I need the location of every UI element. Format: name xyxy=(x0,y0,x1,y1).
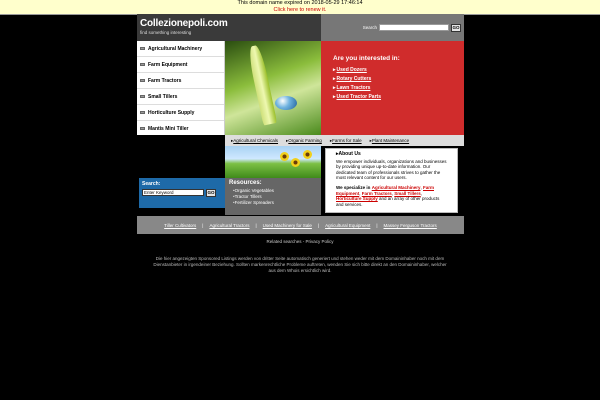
tab-farms-for-sale[interactable]: ▸ Farms for Sale xyxy=(330,138,362,144)
footer-link-agricultural-tractors[interactable]: Agricultural Tractors xyxy=(209,222,250,228)
footer-separator: | xyxy=(202,222,204,228)
sidebar-item-label: Agricultural Machinery xyxy=(148,45,203,52)
about-title: ▸ About Us xyxy=(336,152,447,158)
main-row xyxy=(137,41,464,135)
page-container xyxy=(137,14,464,215)
sidebar-item-small-tillers[interactable] xyxy=(137,89,224,105)
footer-link-massey-ferguson[interactable]: Massey Ferguson Tractors xyxy=(383,222,437,228)
interest-link-lawn-tractors[interactable]: ▸ Lawn Tractors xyxy=(333,85,452,91)
about-panel: ▸ About Us We empower individuals, organizations and businesses by providing unique up-to-date information. Our dedicated team of professionals strives to gather the most relevant content for our users. We specialize in Agricultural Machinery, Farm Equipment, Farm Tractors, Small Tillers, Horticulture Supply and an array of other products and services. xyxy=(325,148,458,213)
sidebar-item-farm-tractors[interactable] xyxy=(137,73,224,89)
footer-link-used-machinery[interactable]: Used Machinery for Sale xyxy=(262,222,312,228)
flower-field-image xyxy=(225,146,321,178)
tab-organic-farming[interactable]: ▸ Organic Farming xyxy=(286,138,322,144)
left-column xyxy=(137,135,225,215)
specialize-link[interactable]: Farm Tractors xyxy=(361,190,392,196)
flower-graphic xyxy=(303,150,312,159)
specialize-link[interactable]: Horticulture Supply xyxy=(336,196,378,202)
resources-title: Resources: xyxy=(229,180,262,186)
sidebar-item-label: Horticulture Supply xyxy=(148,109,195,116)
header-search xyxy=(321,14,464,41)
sidebar-item-label: Farm Tractors xyxy=(148,77,182,84)
interest-link-rotary-cutters[interactable]: ▸ Rotary Cutters xyxy=(333,76,452,82)
bullet-icon xyxy=(140,47,145,50)
renew-link[interactable]: Click here to renew it. xyxy=(273,7,327,13)
category-tabs xyxy=(225,135,464,146)
sidebar-item-agricultural-machinery[interactable] xyxy=(137,41,224,57)
footer-link-tiller-cultivators[interactable]: Tiller Cultivators xyxy=(164,222,197,228)
search-box xyxy=(139,178,225,208)
expiry-text: This domain name expired on 2018-05-29 17:46:14 xyxy=(237,0,363,6)
specialize-link[interactable]: Farm Equipment xyxy=(336,184,434,196)
footer-separator: | xyxy=(317,222,320,228)
flower-graphic xyxy=(280,152,289,161)
bullet-icon xyxy=(140,95,145,98)
sidebar-item-label: Mantis Mini Tiller xyxy=(148,125,189,132)
flower-graphic xyxy=(291,158,300,167)
interest-link-used-tractor-parts[interactable]: ▸ Used Tractor Parts xyxy=(333,94,452,100)
footer-separator: | xyxy=(376,222,378,228)
header xyxy=(137,14,464,41)
about-text: We empower individuals, organizations and businesses by providing unique up-to-date information. Our dedicated team of professionals strives to gather the most relevant content for our users. xyxy=(336,158,447,181)
disclaimer-text: Die hier angezeigten Sponsored Listings werden von dritter Seite automatisch generiert und stehen weder mit dem Domaininhaber noch mit dem Dienstanbieter in irgendeiner Beziehung. Sollten markenrechtliche Probleme auftreten, wenden Sie sich bitte direkt an den Domaininhaber, welcher aus dem Whois ersichtlich wird. xyxy=(153,256,447,273)
search-label: Search: xyxy=(142,181,161,187)
tab-agricultural-chemicals[interactable]: ▸ Agricultural Chemicals xyxy=(231,138,278,144)
sidebar-item-horticulture-supply[interactable] xyxy=(137,105,224,121)
specialize-tail: and an array of other products and services. xyxy=(336,196,440,207)
site-tagline: find something interesting xyxy=(140,30,192,35)
header-search-label: Search xyxy=(362,25,377,30)
site-title: Collezionepoli.com xyxy=(140,18,228,29)
resources-panel xyxy=(225,146,321,215)
header-go-button[interactable]: GO xyxy=(452,24,460,30)
content-column xyxy=(225,135,464,215)
interest-title: Are you interested in: xyxy=(333,55,400,62)
sidebar-item-label: Small Tillers xyxy=(148,93,178,100)
lower-row xyxy=(137,135,464,215)
resource-link-organic-vegetables[interactable]: • Organic Vegetables xyxy=(225,188,321,194)
sidebar-item-label: Farm Equipment xyxy=(148,61,188,68)
water-drop-graphic xyxy=(275,96,297,110)
interest-panel xyxy=(321,41,464,135)
bullet-icon xyxy=(140,63,145,66)
footer-separator: | xyxy=(255,222,257,228)
specialize-link[interactable]: Small Tillers xyxy=(394,190,421,196)
interest-link-used-dozers[interactable]: ▸ Used Dozers xyxy=(333,67,452,73)
expiry-notice xyxy=(0,0,600,15)
wheat-graphic xyxy=(247,44,277,125)
search-go-button[interactable]: GO xyxy=(207,190,215,195)
specialize-lead: We specialize in xyxy=(336,184,371,190)
footer-link-agricultural-equipment[interactable]: Agricultural Equipment xyxy=(325,222,371,228)
footer-links xyxy=(137,216,464,234)
tab-plant-maintenance[interactable]: ▸ Plant Maintenance xyxy=(370,138,410,144)
sidebar xyxy=(137,41,225,135)
search-input[interactable]: Enter Keyword xyxy=(142,189,204,196)
header-search-input[interactable] xyxy=(379,24,449,31)
bullet-icon xyxy=(140,111,145,114)
sidebar-item-farm-equipment[interactable] xyxy=(137,57,224,73)
hero-image xyxy=(225,41,321,135)
bullet-icon xyxy=(140,127,145,130)
logo[interactable] xyxy=(137,14,321,41)
resource-link-tractor-tillers[interactable]: • Tractor Tillers xyxy=(225,194,321,200)
resource-link-fertilizer-spreaders[interactable]: • Fertilizer Spreaders xyxy=(225,200,321,206)
bullet-icon xyxy=(140,79,145,82)
specialize-link[interactable]: Agricultural Machinery xyxy=(371,184,421,190)
related-searches-link[interactable]: Related searches - Privacy Policy xyxy=(266,239,334,244)
